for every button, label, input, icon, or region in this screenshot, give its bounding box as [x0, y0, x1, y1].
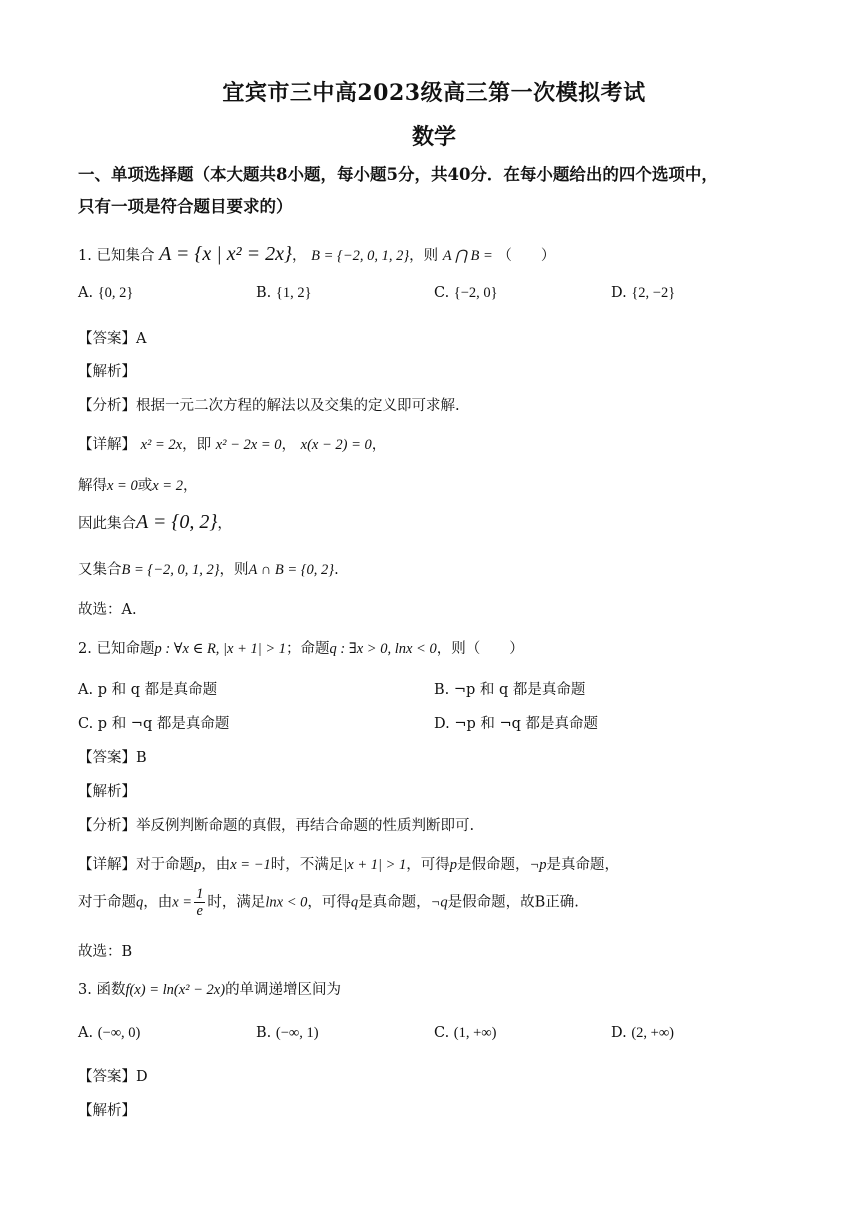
q3-stem: 3. 函数f(x) = ln(x² − 2x)的单调递增区间为: [78, 982, 342, 998]
q2-q-expr: q : ∃x > 0, lnx < 0: [329, 641, 437, 657]
q3-option-b: B. (−∞, 1): [256, 1025, 319, 1041]
q1-fenxi: 【分析】根据一元二次方程的解法以及交集的定义即可求解.: [78, 398, 460, 414]
q1-set-b: B = {−2, 0, 1, 2}: [311, 248, 410, 264]
q3-option-a: A. (−∞, 0): [78, 1025, 141, 1041]
q1-detail-line1: 【详解】 x² = 2x，即 x² − 2x = 0， x(x − 2) = 0，: [78, 437, 387, 453]
subject-title: 数学: [411, 124, 456, 150]
q3-answer: 【答案】D: [78, 1069, 148, 1085]
q3-option-d: D. (2, +∞): [611, 1025, 674, 1041]
q1-detail-line4: 又集合B = {−2, 0, 1, 2}，则A ∩ B = {0, 2}.: [78, 562, 339, 578]
q1-analysis-tag: 【解析】: [78, 364, 136, 380]
q1-option-a: A. {0, 2}: [78, 285, 134, 301]
q1-option-d: D. {2, −2}: [611, 285, 676, 301]
one-over-e-fraction: $\frac{1}{e}$: [196, 886, 204, 919]
q3-option-c: C. (1, +∞): [434, 1025, 497, 1041]
q2-fenxi: 【分析】举反例判断命题的真假，再结合命题的性质判断即可.: [78, 818, 475, 834]
section-heading-line1: 一、单项选择题（本大题共8小题，每小题5分，共40分．在每小题给出的四个选项中，: [78, 165, 718, 184]
q1-choose: 故选：A.: [78, 602, 137, 618]
q1-answer: 【答案】A: [78, 331, 147, 347]
q2-option-d: D. ¬p 和 ¬q 都是真命题: [434, 716, 599, 732]
section-heading-line2: 只有一项是符合题目要求的）: [78, 197, 293, 216]
exam-title: 宜宾市三中高2023级高三第一次模拟考试: [222, 80, 646, 106]
q3-analysis-tag: 【解析】: [78, 1103, 136, 1119]
q2-stem: 2. 已知命题p : ∀x ∈ R, |x + 1| > 1；命题q : ∃x > 0, lnx < 0，则（ ）: [78, 641, 524, 657]
q1-expr: A ⋂ B =: [442, 248, 493, 264]
q2-analysis-tag: 【解析】: [78, 784, 136, 800]
q2-p-expr: p : ∀x ∈ R, |x + 1| > 1: [154, 641, 287, 657]
q2-answer: 【答案】B: [78, 750, 147, 766]
q2-choose: 故选：B: [78, 944, 133, 960]
q1-stem: 1. 已知集合 A = {x | x² = 2x}， B = {−2, 0, 1, 2}，则 A ⋂ B = （ ）: [78, 243, 556, 265]
q3-function: f(x) = ln(x² − 2x): [125, 982, 226, 998]
q1-option-c: C. {−2, 0}: [434, 285, 498, 301]
q1-detail-line3: 因此集合A = {0, 2}，: [78, 511, 232, 533]
q2-option-a: A. p 和 q 都是真命题: [78, 682, 218, 698]
q1-option-b: B. {1, 2}: [256, 285, 312, 301]
q2-detail-line1: 【详解】对于命题p，由x = −1时，不满足|x + 1| > 1，可得p是假命题，¬p是真命题，: [78, 857, 620, 873]
q2-option-c: C. p 和 ¬q 都是真命题: [78, 716, 230, 732]
q2-detail-line2: 对于命题q，由x = $\frac{1}{e}$ 时，满足lnx < 0，可得q是真命题，¬q是假命题，故B正确.: [78, 886, 579, 919]
q1-set-a: A = {x | x² = 2x}: [159, 243, 293, 265]
q2-option-b: B. ¬p 和 q 都是真命题: [434, 682, 586, 698]
q1-detail-line2: 解得x = 0或x = 2，: [78, 478, 198, 494]
